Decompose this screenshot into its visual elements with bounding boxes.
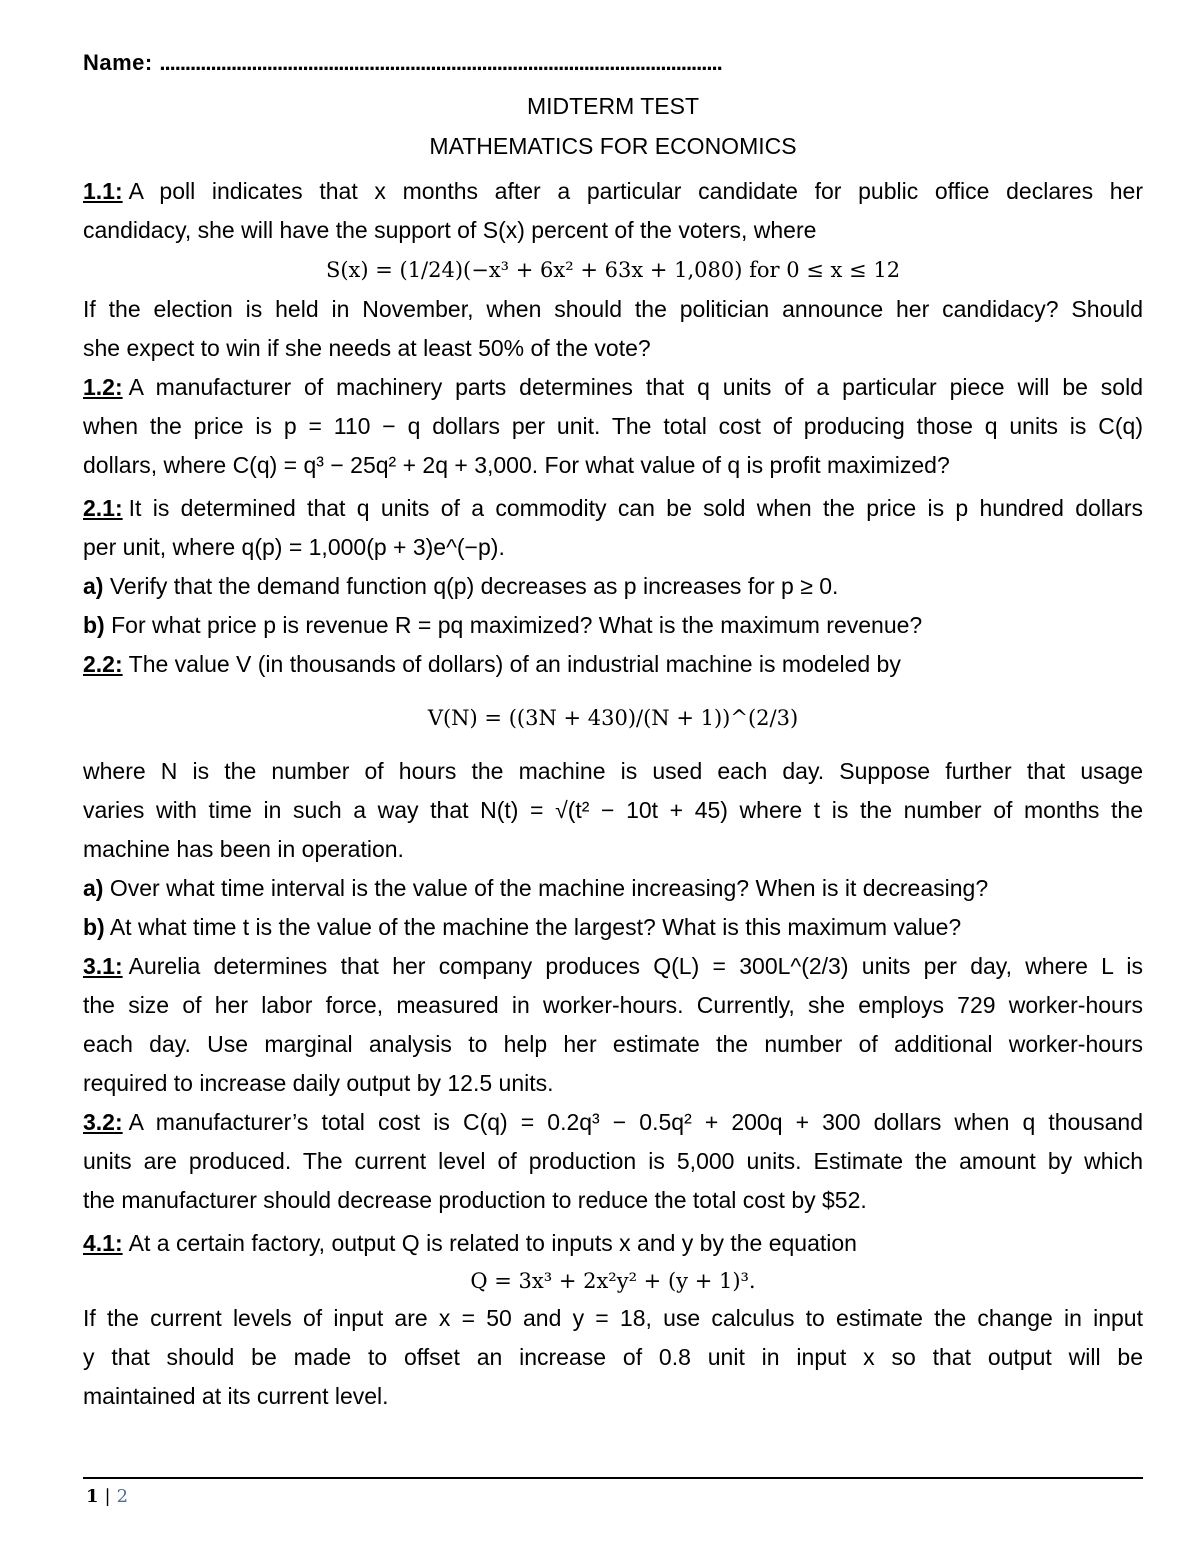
question-text: If the election is held in November, when should the politician announce her candidacy? Should	[83, 296, 1143, 322]
question-label: 3.2:	[83, 1109, 123, 1135]
question-4-1	[83, 1224, 1143, 1416]
question-text: A manufacturer’s total cost is C(q) = 0.2q³ − 0.5q² + 200q + 300 dollars when q thousand	[128, 1109, 1143, 1135]
question-text: the size of her labor force, measured in worker-hours. Currently, she employs 729 worker-hours	[83, 992, 1143, 1018]
formula: V(N) = ((3N + 430)/(N + 1))^(2/3)	[427, 706, 799, 730]
page-total: 2	[116, 1486, 129, 1507]
question-text: dollars, where C(q) = q³ − 25q² + 2q + 3,000. For what value of q is profit maximized?	[83, 452, 950, 478]
question-text: If the current levels of input are x = 50 and y = 18, use calculus to estimate the change in input	[83, 1305, 1143, 1331]
part-label: b)	[83, 914, 105, 940]
question-text: A manufacturer of machinery parts determines that q units of a particular piece will be sold	[128, 374, 1143, 400]
page-separator: |	[104, 1486, 111, 1507]
question-label: 1.1:	[83, 178, 123, 204]
question-1-2	[83, 368, 1143, 485]
question-2-2	[83, 645, 1143, 947]
question-text: units are produced. The current level of production is 5,000 units. Estimate the amount by which	[83, 1148, 1143, 1174]
question-text: maintained at its current level.	[83, 1383, 389, 1409]
question-label: 2.2:	[83, 651, 123, 677]
exam-page	[83, 40, 1143, 1416]
question-text: per unit, where q(p) = 1,000(p + 3)e^(−p).	[83, 534, 505, 560]
part-label: a)	[83, 875, 104, 901]
question-text: the manufacturer should decrease production to reduce the total cost by $52.	[83, 1187, 867, 1213]
question-2-1	[83, 489, 1143, 645]
question-label: 3.1:	[83, 953, 123, 979]
part-text: Over what time interval is the value of the machine increasing? When is it decreasing?	[109, 875, 989, 901]
part-text: At what time t is the value of the machine the largest? What is this maximum value?	[109, 914, 962, 940]
question-text: required to increase daily output by 12.5 units.	[83, 1070, 554, 1096]
part-text: For what price p is revenue R = pq maximized? What is the maximum revenue?	[111, 612, 923, 638]
question-text: where N is the number of hours the machine is used each day. Suppose further that usage	[83, 758, 1143, 784]
name-dots: ..............................................................................................................	[159, 50, 722, 75]
question-text: At a certain factory, output Q is related to inputs x and y by the equation	[128, 1230, 857, 1256]
question-text: when the price is p = 110 − q dollars per unit. The total cost of producing those q units is C(q)	[83, 413, 1143, 439]
question-text: y that should be made to offset an increase of 0.8 unit in input x so that output will be	[83, 1344, 1143, 1370]
part-text: Verify that the demand function q(p) decreases as p increases for p ≥ 0.	[109, 573, 839, 599]
question-text: Aurelia determines that her company produces Q(L) = 300L^(2/3) units per day, where L is	[128, 953, 1143, 979]
question-3-2	[83, 1103, 1143, 1220]
exam-title: MIDTERM TEST	[526, 93, 700, 119]
question-text: she expect to win if she needs at least 50% of the vote?	[83, 335, 651, 361]
question-text: candidacy, she will have the support of S(x) percent of the voters, where	[83, 217, 817, 243]
question-1-1	[83, 172, 1143, 368]
formula: S(x) = (1/24)(−x³ + 6x² + 63x + 1,080) for 0 ≤ x ≤ 12	[325, 258, 901, 282]
question-label: 2.1:	[83, 495, 123, 521]
part-label: b)	[83, 612, 105, 638]
question-text: each day. Use marginal analysis to help her estimate the number of additional worker-hours	[83, 1031, 1143, 1057]
name-label: Name:	[83, 50, 153, 75]
question-text: It is determined that q units of a commodity can be sold when the price is p hundred dollars	[128, 495, 1143, 521]
question-label: 4.1:	[83, 1230, 123, 1256]
footer-divider	[83, 1477, 1143, 1479]
page-number	[86, 1486, 128, 1507]
question-text: The value V (in thousands of dollars) of an industrial machine is modeled by	[128, 651, 901, 677]
course-title: MATHEMATICS FOR ECONOMICS	[429, 133, 797, 159]
formula: Q = 3x³ + 2x²y² + (y + 1)³.	[470, 1269, 756, 1293]
part-label: a)	[83, 573, 104, 599]
question-text: varies with time in such a way that N(t) = √(t² − 10t + 45) where t is the number of months the	[83, 797, 1143, 823]
question-text: A poll indicates that x months after a particular candidate for public office declares her	[128, 178, 1143, 204]
question-text: machine has been in operation.	[83, 836, 404, 862]
question-3-1	[83, 947, 1143, 1103]
name-field	[83, 40, 1143, 86]
question-label: 1.2:	[83, 374, 123, 400]
page-current: 1	[86, 1486, 99, 1507]
